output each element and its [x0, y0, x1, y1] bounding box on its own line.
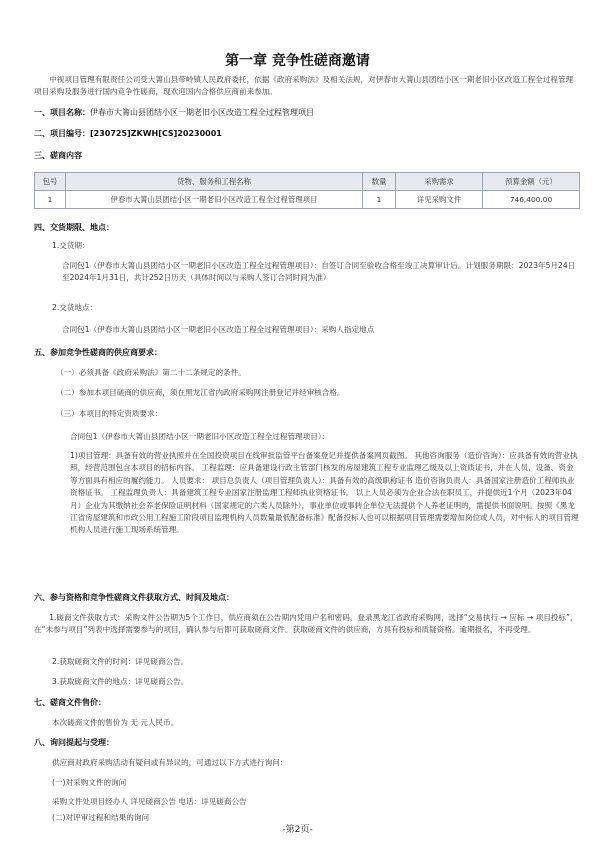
- section-supplier-requirements: 五、参加竞争性磋商的供应商要求：: [34, 348, 162, 357]
- project-name-value: 伊春市大箐山县团结小区一期老旧小区改造工程全过程管理项目: [90, 108, 314, 117]
- requirement-1: （一）必须具备《政府采购法》第二十二条规定的条件。: [56, 368, 246, 377]
- section-project-name: [34, 107, 580, 119]
- requirement-3-package: 合同包1（伊春市大箐山县团结小区一期老旧小区改造工程全过程管理项目）：: [70, 432, 330, 441]
- inquiry-sub-1: (一)对采购文件的询问: [52, 778, 127, 787]
- delivery-period-text: 合同包1（伊春市大箐山县团结小区一期老旧小区改造工程全过程管理项目）：自签订合同至验收合格至竣工决算审计后。计划服务期限：2023年5月24日至2024年1月31日，共计252日历天（具体时间以与采购人签订合同时间为准）: [62, 261, 576, 283]
- table-header: 包号: [35, 173, 66, 191]
- table-header: 货物、服务和工程名称: [66, 173, 363, 191]
- delivery-period-label: 1.交货期：: [52, 241, 90, 250]
- table-row: [35, 191, 580, 209]
- section-consultation-content: 三、磋商内容: [34, 151, 82, 160]
- delivery-location-text: 合同包1（伊春市大箐山县团结小区一期老旧小区改造工程全过程管理项目）：采购人指定地点: [62, 325, 375, 334]
- section-inquiry: 八、询问提起与受理：: [34, 738, 114, 747]
- requirement-3-details: 1)项目管理：具备有效的营业执照并在全国投资项目在线审批监管平台备案登记并提供备案网页截图。 其他咨询服务（造价咨询）：应具备有效的营业执照，经营范围包含本项目的招标内容。 工程监理：应具备建设行政主管部门核发的房屋建筑工程专业监理乙级及以上资质证书，并在人员、设备、资金等方面具有相应的履约能力。 人员要求： 项目总负责人（项目管理负责人）：具备有效的高级职称证书 造价咨询负责人：具备国家注册造价工程师执业资格证书。 工程监理负责人：具备建筑工程专业国家注册监理工程师执业资格证书。 以上人员必须为企业合法在职员工，并提供近1个月（2023年04月）企业为其缴纳社会养老保险证明材料（国家规定的六类人员除外），事业单位或事转企单位无法提供个人养老证明的，需提供书面说明。按照《黑龙江省房屋建筑和市政公用工程施工阶段项目监理机构人员数量最低配备标准》配备投标人也可以根据项目管理需要增加岗位或人员，对中标人的项目管理机构人员进行施工现场系统管理。: [70, 451, 579, 535]
- requirement-3: （三）本项目的特定资质要求：: [56, 409, 163, 418]
- inquiry-sub-1-text: 采购文件处项目经办人 详见磋商公告 电话：详见磋商公告: [52, 797, 247, 806]
- table-cell: 详见采购文件: [396, 191, 483, 209]
- acquisition-time: 2.获取磋商文件的时间：详见磋商公告。: [52, 657, 189, 666]
- section-delivery: 四、交货期限、地点：: [34, 223, 114, 232]
- acquisition-location: 3.获取磋商文件的地点：详见磋商公告。: [52, 677, 189, 686]
- intro-paragraph: 中视项目管理有限责任公司受大箐山县带岭镇人民政府委托，依据《政府采购法》及相关法规，对伊春市大箐山县团结小区一期老旧小区改造工程全过程管理项目采购及服务进行国内竞争性磋商，现欢迎国内合格供应商前来参加。: [34, 75, 574, 97]
- table-cell: 1: [363, 191, 396, 209]
- delivery-location-label: 2.交货地点：: [52, 303, 98, 312]
- table-header: 预算金额（元）: [483, 173, 580, 191]
- chapter-title: 第一章 竞争性磋商邀请: [225, 53, 370, 69]
- inquiry-text: 供应商对政府采购活动有疑问或有异议的，可通过以下方式进行询问：: [52, 758, 288, 767]
- table-cell: 1: [35, 191, 66, 209]
- section-document-price: 七、磋商文件售价：: [34, 698, 106, 707]
- page-number: -第2页-: [282, 825, 313, 835]
- project-number-value: [230725]ZKWH[CS]20230001: [90, 129, 222, 138]
- table-header-row: [35, 173, 580, 191]
- table-header: 数量: [363, 173, 396, 191]
- items-table: [34, 172, 580, 209]
- acquisition-method: 1.磋商文件获取方式：采购文件公告期为5个工作日，供应商须在公告期内凭用户名和密码，登录黑龙江省政府采购网，选择“交易执行 → 应标 → 项目投标”，在“未参与项目”列表中选择需要参与的项目，确认参与后即可获取磋商文件。获取磋商文件的供应商，方具有投标和质疑资格。逾期报名，不再受理。: [34, 613, 578, 635]
- section-heading: 二、项目编号：: [34, 129, 90, 138]
- inquiry-sub-2: (二)对评审过程和结果的询问: [52, 813, 150, 822]
- requirement-2: （二）参加本项目磋商的供应商，须在黑龙江省内政府采购网注册登记并经审核合格。: [56, 388, 345, 397]
- table-cell: 伊春市大箐山县团结小区一期老旧小区改造工程全过程管理项目: [66, 191, 363, 209]
- section-project-number: [34, 128, 580, 140]
- document-price-text: 本次磋商文件的售价为 无 元人民币。: [52, 718, 179, 727]
- section-document-acquisition: 六、参与资格和竞争性磋商文件获取方式、时间及地点：: [34, 593, 234, 602]
- section-heading: 一、项目名称：: [34, 108, 90, 117]
- table-header: 采购需求: [396, 173, 483, 191]
- table-cell: 746,400.00: [483, 191, 580, 209]
